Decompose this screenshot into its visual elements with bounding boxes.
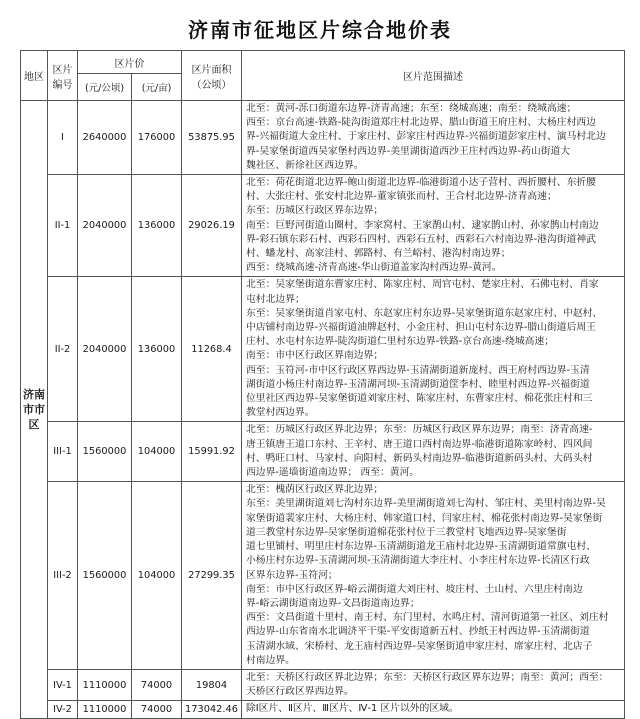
header-area: 区片面积（公顷） [182,51,242,101]
desc-line: 界-兴福街道大金庄村、于家庄村、彭家庄村西边界-兴福街道彭家庄村、演马村北边 [246,131,606,143]
desc-line: 唐王镇唐王道口东村、王辛村、唐王道口西村南边界-临港街道陈家岭村、四风间 [246,438,593,450]
price-per-ha: 2040000 [78,277,132,422]
desc-line: 南至：市中区行政区界南边界； [246,350,384,362]
zone-id: II-2 [48,277,78,422]
table-row [21,701,625,718]
desc-line: 西至：玉符河-市中区行政区界西边界-玉清湖街道新庞村、西王府村西边界-玉清 [246,364,590,376]
zone-id: IV-2 [48,701,78,718]
price-per-mu: 176000 [132,101,182,175]
desc-line: 北至：天桥区行政区界北边界；东至：天桥区行政区界东边界；南至：黄河；西至： [246,671,609,683]
zone-area: 11268.4 [182,277,242,422]
zone-area: 19804 [182,669,242,700]
desc-line: 小杨庄村东边界-玉清湖河坝-玉清湖街道大李庄村、小李庄村东边界-长清区行政 [246,555,590,567]
desc-line: 湖街道小杨庄村南边界-玉清湖河坝-玉清湖街道筐李村、睦里村西边界-兴福街道 [246,378,590,390]
price-per-ha: 1110000 [78,669,132,700]
zone-description [242,175,625,277]
document-title: 济南市征地区片综合地价表 [188,18,452,42]
desc-line: 屯村北边界； [246,293,305,305]
desc-line: 南至：巨野河街道山圈村、李家窝村、王家鹊山村、逮家鹊山村、孙家鹊山村南边 [246,219,599,231]
price-per-mu: 104000 [132,422,182,482]
desc-line: 除Ⅰ区片、Ⅱ区片、Ⅲ区片、Ⅳ-1 区片以外的区域。 [246,703,459,715]
desc-line: 村、蟠龙村、高家洼村、郭路村、有兰峪村、港沟村南边界； [246,248,511,260]
desc-line: 界-彩石镇东彩石村、西彩石四村、西彩石五村、西彩石六村南边界-港沟街道神武 [246,233,596,245]
zone-id: IV-1 [48,669,78,700]
desc-line: 家堡街道裴家庄村、大杨庄村、韩家道口村、闫家庄村、棉花张村南边界-吴家堡街 [246,512,603,524]
desc-line: 西至：京台高速-铁路-陡沟街道郑庄村北边界、腊山街道王府庄村、大杨庄村西边 [246,117,596,129]
table-row [21,101,625,175]
desc-line: 位里社区西边界-吴家堡街道刘家庄村、陈家庄村、东曹家庄村、棉花张庄村和三 [246,393,593,405]
price-per-mu: 136000 [132,277,182,422]
zone-description [242,482,625,670]
table-row [21,277,625,422]
desc-line: 村、鸭旺口村、马家村、向阳村、新码头村南边界-临港街道新码头村、大码头村 [246,452,593,464]
desc-line: 北至：历城区行政区界北边界；东至：历城区行政区界东边界；南至：济青高速- [246,424,593,436]
zone-area: 173042.46 [182,701,242,718]
zone-id: III-2 [48,482,78,670]
desc-line: 天桥区行政区界西边界。 [246,686,354,698]
zone-description [242,101,625,175]
header-zone-no: 区片编号 [48,51,78,101]
desc-line: 东至：美里湖街道刘七沟村东边界-美里湖街道刘七沟村、邹庄村、美里村南边界-吴 [246,498,606,510]
price-per-mu: 136000 [132,175,182,277]
table-row [21,669,625,700]
zone-area: 15991.92 [182,422,242,482]
zone-area: 27299.35 [182,482,242,670]
header-unit-per-ha: (元/公顷) [78,74,132,101]
price-per-mu: 74000 [132,701,182,718]
desc-line: 区界东边界-玉符河； [246,569,338,581]
desc-line: 北至：黄河-泺口街道东边界-济青高速；东至：绕城高速；南至：绕城高速； [246,103,577,114]
header-row [21,51,625,74]
price-per-mu: 74000 [132,669,182,700]
desc-line: 西边界-遥墙街道南边界； 西至：黄河。 [246,467,420,479]
desc-line: 东至：历城区行政区界东边界； [246,205,384,217]
price-per-ha: 1560000 [78,422,132,482]
zone-description [242,277,625,422]
region-cell: 济南市市区 [21,101,48,719]
desc-line: 界-吴家堡街道西吴家堡村西边界-美里湖街道西沙王庄村西边界-药山街道大 [246,145,571,157]
land-price-table [20,50,625,719]
desc-line: 东至：吴家堡街道肖家屯村、东赵家庄村东边界-吴家堡街道东赵家庄村、中赵村、 [246,307,603,319]
desc-line: 庄村、水屯村东边界-陡沟街道仁里村东边界-铁路-京台高速-绕城高速； [246,336,555,348]
zone-area: 53875.95 [182,101,242,175]
desc-line: 魏社区、新徐社区西边界。 [246,159,364,171]
zone-id: III-1 [48,422,78,482]
header-region: 地区 [21,51,48,101]
desc-line: 南至：市中区行政区界-峪云湖街道大刘庄村、坡庄村、土山村、六里庄村南边 [246,583,583,595]
desc-line: 中店铺村南边界-兴福街道油牌赵村、小金庄村、担山屯村东边界-腊山街道后周王 [246,322,596,334]
desc-line: 北至：荷花街道北边界-鲍山街道北边界-临港街道小达子营村、西折腰村、东折腰 [246,177,596,189]
table-row [21,175,625,277]
table-row [21,422,625,482]
desc-line: 道七里铺村、明里庄村东边界-玉清湖街道龙王庙村北边界-玉清湖街道常旗屯村、 [246,541,596,553]
zone-description [242,701,625,718]
desc-line: 西至：绕城高速-济青高速-华山街道盖家沟村西边界-黄河。 [246,262,502,274]
table-row [21,482,625,670]
price-per-ha: 2640000 [78,101,132,175]
header-scope: 区片范围描述 [242,51,625,101]
zone-description [242,422,625,482]
price-per-mu: 104000 [132,482,182,670]
price-per-ha: 2040000 [78,175,132,277]
desc-line: 西边界-山东省南水北调济平干渠-平安街道新五村、抄纸王村西边界-玉清湖街道 [246,626,590,638]
zone-description [242,669,625,700]
desc-line: 玉清湖水域、宋桥村、龙王庙村西边界-吴家堡街道申家庄村、席家庄村、北店子 [246,640,593,652]
desc-line: 教堂村西边界。 [246,407,315,419]
price-per-ha: 1560000 [78,482,132,670]
zone-area: 29026.19 [182,175,242,277]
price-per-ha: 1110000 [78,701,132,718]
zone-id: I [48,101,78,175]
zone-id: II-1 [48,175,78,277]
desc-line: 北至：吴家堡街道东曹家庄村、陈家庄村、周官屯村、楚家庄村、石佛屯村、肖家 [246,279,599,291]
header-zone-price: 区片价 [78,51,182,74]
desc-line: 西至：文昌街道十里村、南王村、东门里村、水鸣庄村、清河街道第一社区、刘庄村 [246,612,609,624]
desc-line: 村、大张庄村、张安村北边界-董家镇张而村、王合村北边界-济青高速； [246,191,557,203]
desc-line: 界-峪云湖街道南边界-文昌街道南边界； [246,597,420,609]
header-unit-per-mu: (元/亩) [132,74,182,101]
desc-line: 北至：槐荫区行政区界北边界； [246,484,384,496]
desc-line: 道三教堂村东边界-吴家堡街道棉花张村位于三教堂村飞地西边界-吴家堡街 [246,526,567,538]
desc-line: 村南边界。 [246,654,295,666]
